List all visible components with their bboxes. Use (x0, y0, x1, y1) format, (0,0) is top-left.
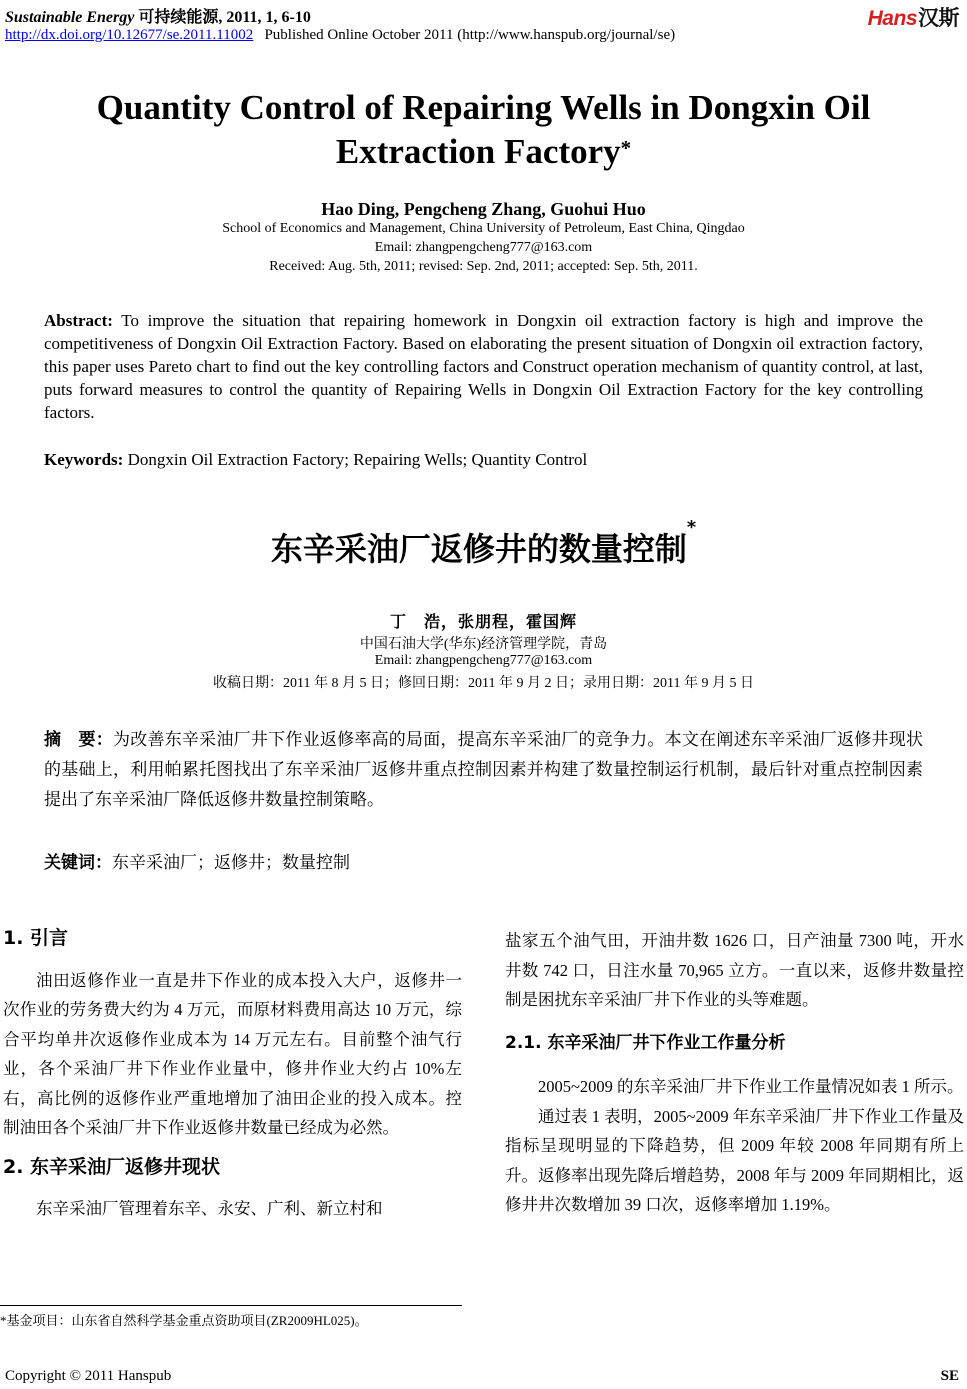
paper-title-zh (0, 518, 967, 570)
hanspub-logo (868, 2, 959, 32)
journal-name: Sustainable Energy (5, 9, 135, 26)
paper-title-en (40, 86, 927, 174)
published-online: Published Online October 2011 (http://www.hanspub.org/journal/se) (264, 27, 676, 43)
keywords-en (44, 448, 923, 471)
abstract-en-text: To improve the situation that repairing homework in Dongxin oil extraction factory is high and improve the competitiveness of Dongxin Oil Extraction Factory. Based on elaborating the present situation of Dongxin oil extraction factory, this paper uses Pareto chart to find out the key controlling factors and Construct operation mechanism of quantity control, at last, puts forward measures to control the quantity of Repairing Wells in Dongxin Oil Extraction Factory for the key controlling factors. (44, 311, 924, 422)
title-zh-mark: * (686, 518, 697, 538)
abstract-zh-label: 摘 要： (44, 730, 113, 750)
journal-code-footer: SE (940, 1368, 959, 1384)
dates-zh: 收稿日期：2011 年 8 月 5 日；修回日期：2011 年 9 月 2 日；录用日期：2011 年 9 月 5 日 (213, 676, 754, 691)
abstract-zh-text: 为改善东辛采油厂井下作业返修率高的局面，提高东辛采油厂的竞争力。本文在阐述东辛采油厂返修井现状的基础上，利用帕累托图找出了东辛采油厂返修井重点控制因素并构建了数量控制运行机制，最后针对重点控制因素提出了东辛采油厂降低返修井数量控制策略。 (44, 730, 924, 809)
logo-text-cn: 汉斯 (918, 7, 959, 30)
logo-text-en: Hans (867, 7, 917, 30)
journal-volume: , 2011, 1, 6-10 (218, 9, 311, 26)
keywords-zh (44, 848, 923, 878)
journal-name-cn: 可持续能源 (138, 9, 219, 26)
keywords-en-label: Keywords: (44, 450, 124, 469)
body-right-column (505, 926, 964, 1220)
doi-line (5, 27, 675, 44)
footnote-divider (0, 1305, 462, 1306)
section-2-heading: 2. 东辛采油厂返修井现状 (3, 1155, 221, 1178)
keywords-en-text: Dongxin Oil Extraction Factory; Repairing Wells; Quantity Control (127, 450, 588, 469)
section-2-1-paragraph-2: 通过表 1 表明，2005~2009 年东辛采油厂井下作业工作量及指标呈现明显的下降趋势，但 2009 年较 2008 年同期有所上升。返修率出现先降后增趋势，2008 年与 2009 年同期相比，返修井井次数增加 39 口次，返修率增加 1.19%。 (505, 1106, 964, 1214)
title-zh-text: 东辛采油厂返修井的数量控制 (270, 530, 687, 568)
section-2-1-heading: 2.1. 东辛采油厂井下作业工作量分析 (505, 1032, 786, 1053)
journal-header (5, 4, 311, 27)
title-en-text: Quantity Control of Repairing Wells in Dongxin Oil Extraction Factory (96, 88, 871, 171)
title-en-mark: * (620, 136, 632, 160)
section-2-paragraph-cont: 盐家五个油气田，开油井数 1626 口，日产油量 7300 吨，开水井数 742 口，日注水量 70,965 立方。一直以来，返修井数量控制是困扰东辛采油厂井下作业的头等难题。 (505, 931, 964, 1009)
authors-en: Hao Ding, Pengcheng Zhang, Guohui Huo (321, 199, 646, 219)
received-dates-en: Received: Aug. 5th, 2011; revised: Sep. 2nd, 2011; accepted: Sep. 5th, 2011. (269, 259, 698, 274)
footnote-funding: *基金项目：山东省自然科学基金重点资助项目(ZR2009HL025)。 (0, 1313, 368, 1328)
abstract-en-label: Abstract: (44, 311, 113, 330)
keywords-zh-text: 东辛采油厂；返修井；数量控制 (112, 853, 350, 872)
authors-zh: 丁 浩，张朋程，霍国辉 (389, 614, 577, 631)
section-2-1-paragraph-1: 2005~2009 的东辛采油厂井下作业工作量情况如表 1 所示。 (538, 1077, 964, 1096)
doi-link[interactable]: http://dx.doi.org/10.12677/se.2011.11002 (5, 27, 254, 43)
email-zh: Email: zhangpengcheng777@163.com (374, 653, 593, 668)
abstract-en (44, 309, 923, 424)
affiliation-zh: 中国石油大学(华东)经济管理学院，青岛 (359, 637, 608, 652)
abstract-zh (44, 725, 923, 815)
email-en: Email: zhangpengcheng777@163.com (374, 240, 593, 255)
section-2-paragraph-start: 东辛采油厂管理着东辛、永安、广利、新立村和 (36, 1199, 383, 1218)
keywords-zh-label: 关键词： (44, 853, 112, 873)
section-1-heading: 1. 引言 (3, 927, 69, 949)
affiliation-en: School of Economics and Management, China University of Petroleum, East China, Qingdao (222, 221, 745, 236)
section-1-paragraph: 油田返修作业一直是井下作业的成本投入大户，返修井一次作业的劳务费大约为 4 万元，而原材料费用高达 10 万元，综合平均单井次返修作业成本为 14 万元左右。目前整个油气行业，各个采油厂井下作业作业量中，修井作业大约占 10%左右，高比例的返修作业严重地增加了油田企业的投入成本。控制油田各个采油厂井下作业返修井数量已经成为必然。 (3, 970, 462, 1137)
copyright-footer: Copyright © 2011 Hanspub (5, 1368, 172, 1384)
body-left-column (3, 924, 462, 1224)
